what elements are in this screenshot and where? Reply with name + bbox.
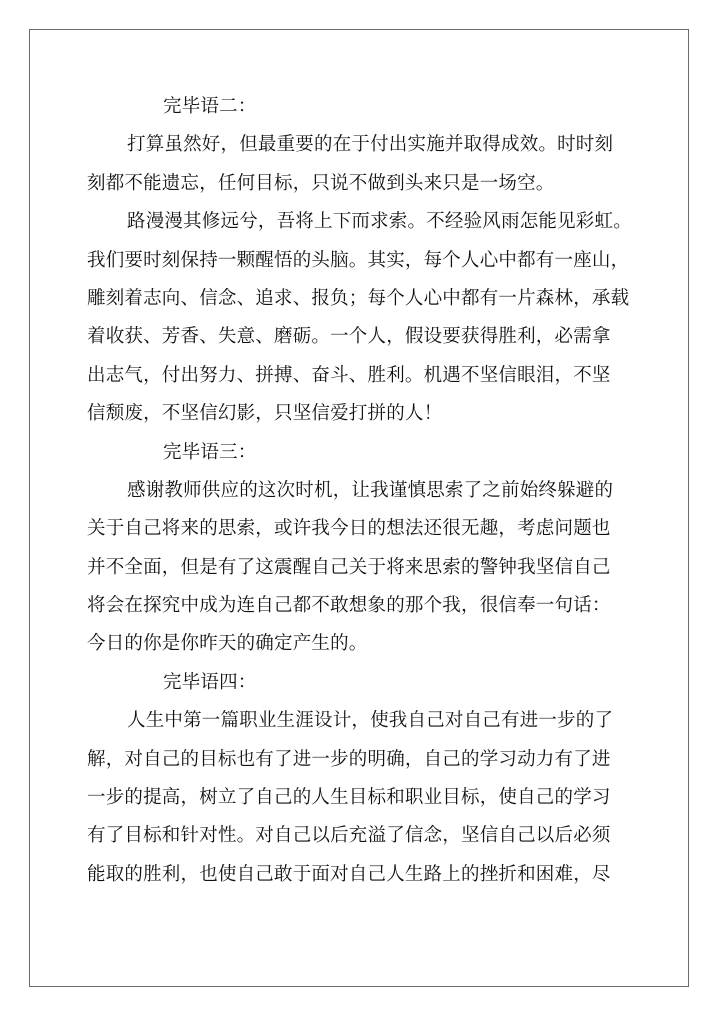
paragraph-line: 人生中第一篇职业生涯设计，使我自己对自己有进一步的了 xyxy=(127,710,614,732)
paragraph-line: 关于自己将来的思索，或许我今日的想法还很无趣，考虑问题也 xyxy=(87,518,611,540)
section-heading: 完毕语二： xyxy=(163,96,257,117)
paragraph-line: 信颓废，不坚信幻影，只坚信爱打拼的人！ xyxy=(87,403,443,425)
paragraph-line: 感谢教师供应的这次时机，让我谨慎思索了之前始终躲避的 xyxy=(127,479,614,501)
paragraph-line: 我们要时刻保持一颗醒悟的头脑。其实，每个人心中都有一座山， xyxy=(87,249,630,271)
paragraph-line: 今日的你是你昨天的确定产生的。 xyxy=(87,633,368,655)
paragraph-line: 解，对自己的目标也有了进一步的明确，自己的学习动力有了进 xyxy=(87,748,611,770)
paragraph-line: 一步的提高，树立了自己的人生目标和职业目标，使自己的学习 xyxy=(87,787,611,809)
paragraph-line: 打算虽然好，但最重要的在于付出实施并取得成效。时时刻 xyxy=(127,134,614,156)
paragraph-line: 刻都不能遗忘，任何目标，只说不做到头来只是一场空。 xyxy=(87,172,555,194)
paragraph-line: 着收获、芳香、失意、磨砺。一个人，假设要获得胜利，必需拿 xyxy=(87,326,611,348)
paragraph-line: 有了目标和针对性。对自己以后充溢了信念，坚信自己以后必须 xyxy=(87,825,611,847)
paragraph-line: 雕刻着志向、信念、追求、报负；每个人心中都有一片森林，承载 xyxy=(87,287,630,309)
section-heading: 完毕语三： xyxy=(163,441,257,463)
paragraph-line: 出志气，付出努力、拼搏、奋斗、胜利。机遇不坚信眼泪，不坚 xyxy=(87,364,611,386)
paragraph-line: 能取的胜利，也使自己敢于面对自己人生路上的挫折和困难，尽 xyxy=(87,863,611,885)
document-body xyxy=(87,88,635,894)
paragraph-line: 将会在探究中成为连自己都不敢想象的那个我，很信奉一句话： xyxy=(87,595,611,617)
section-heading: 完毕语四： xyxy=(163,671,257,693)
paragraph-line: 并不全面，但是有了这震醒自己关于将来思索的警钟我坚信自己 xyxy=(87,556,611,578)
paragraph-line: 路漫漫其修远兮，吾将上下而求索。不经验风雨怎能见彩虹。 xyxy=(127,211,632,233)
